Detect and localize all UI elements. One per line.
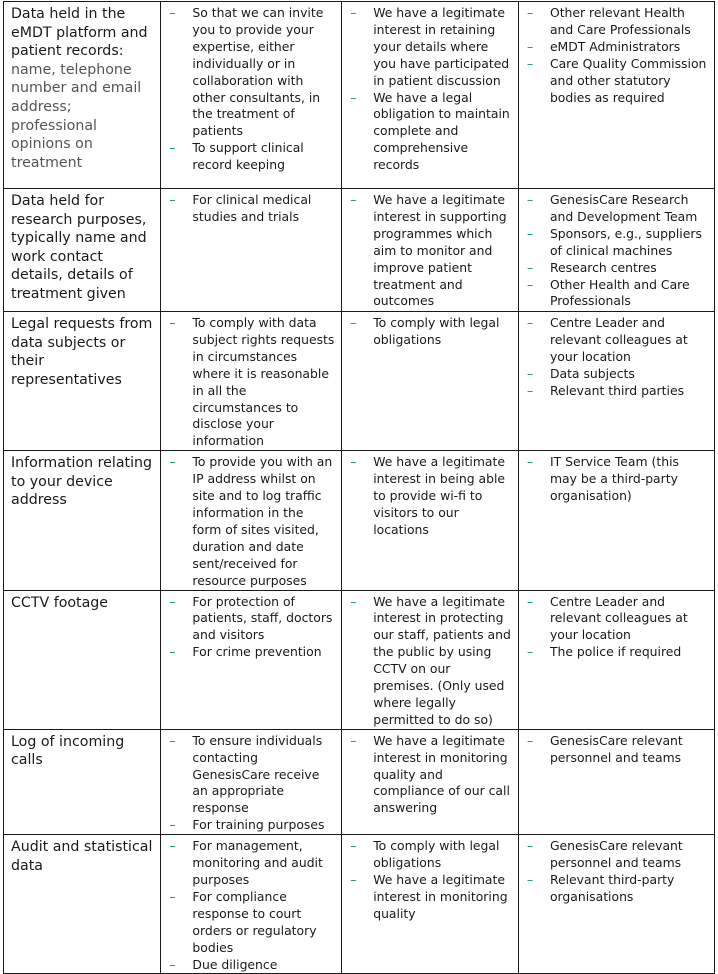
purpose-text: For crime prevention: [192, 644, 322, 660]
legal-basis-text: We have a legitimate interest in retaining your details where you have participated in patient discussion: [373, 5, 510, 88]
purpose-text: To ensure individuals contacting GenesisCare receive an appropriate response: [192, 732, 323, 816]
dash-bullet-icon: –: [526, 5, 534, 20]
table-row: [4, 590, 715, 729]
table-row: [4, 312, 715, 451]
list-item: [526, 56, 708, 107]
legal-basis-list: [349, 838, 512, 923]
recipient-cell: [518, 590, 714, 729]
table-row: [4, 835, 715, 974]
recipient-text: GenesisCare relevant personnel and teams: [549, 732, 683, 765]
list-item: [168, 957, 335, 974]
dash-bullet-icon: –: [169, 315, 176, 330]
dash-bullet-icon: –: [526, 593, 534, 609]
recipient-text: Research centres: [549, 259, 657, 275]
list-item: [168, 192, 335, 226]
recipient-cell: [518, 2, 714, 189]
data-category-text: Data held in the eMDT platform and patient records:: [11, 6, 148, 60]
recipient-text: Relevant third-party organisations: [549, 872, 675, 904]
dash-bullet-icon: –: [526, 276, 534, 292]
list-item: [168, 838, 335, 889]
dash-bullet-icon: –: [350, 454, 357, 470]
list-item: [168, 454, 335, 589]
list-item: [526, 315, 708, 366]
purpose-text: To provide you with an IP address whilst on site and to log traffic information in the form of sites visited, duration and date sent/received for resource purposes: [192, 454, 333, 588]
list-item: [526, 594, 708, 645]
dash-bullet-icon: –: [350, 315, 357, 330]
list-item: [168, 817, 335, 834]
recipient-text: GenesisCare relevant personnel and teams: [549, 838, 683, 871]
dash-bullet-icon: –: [526, 38, 534, 54]
dash-bullet-icon: –: [526, 838, 534, 854]
dash-bullet-icon: –: [169, 644, 176, 660]
recipient-text: Care Quality Commission and other statutory bodies as required: [549, 55, 707, 105]
legal-basis-list: [349, 192, 512, 310]
recipient-text: Centre Leader and relevant colleagues at your location: [549, 315, 688, 364]
recipient-list: [526, 454, 708, 505]
purpose-text: To support clinical record keeping: [192, 140, 304, 173]
purpose-text: For clinical medical studies and trials: [192, 192, 312, 224]
dash-bullet-icon: –: [526, 315, 534, 330]
dash-bullet-icon: –: [350, 872, 357, 887]
purpose-list: [168, 733, 335, 834]
data-processing-table: [3, 1, 715, 974]
list-item: [526, 192, 708, 226]
data-category-text: Legal requests from data subjects or their representatives: [11, 316, 153, 388]
list-item: [526, 226, 708, 260]
purpose-cell: [161, 451, 342, 590]
purpose-text: For protection of patients, staff, doctors and visitors: [192, 593, 333, 643]
recipient-text: Other relevant Health and Care Professionals: [549, 5, 691, 37]
list-item: [526, 5, 708, 39]
list-item: [526, 872, 708, 906]
list-item: [349, 192, 512, 310]
list-item: [168, 644, 335, 661]
purpose-text: To comply with data subject rights requests in circumstances where it is reasonable in all the circumstances to disclose your information: [192, 315, 335, 449]
purpose-list: [168, 838, 335, 973]
data-category-cell: [4, 590, 161, 729]
dash-bullet-icon: –: [350, 5, 357, 20]
dash-bullet-icon: –: [169, 192, 176, 207]
legal-basis-cell: [342, 312, 519, 451]
list-item: [349, 90, 512, 175]
dash-bullet-icon: –: [350, 593, 357, 609]
dash-bullet-icon: –: [526, 382, 534, 398]
table-body: [4, 2, 715, 974]
legal-basis-text: To comply with legal obligations: [373, 315, 500, 347]
data-category-cell: [4, 2, 161, 189]
recipient-list: [526, 5, 708, 106]
dash-bullet-icon: –: [169, 5, 176, 20]
legal-basis-cell: [342, 2, 519, 189]
recipient-text: Centre Leader and relevant colleagues at your location: [549, 593, 688, 643]
dash-bullet-icon: –: [526, 365, 534, 381]
data-category-detail: name, telephone number and email address; professional opinions on treatment: [11, 61, 142, 171]
list-item: [526, 454, 708, 505]
dash-bullet-icon: –: [526, 872, 534, 887]
list-item: [168, 315, 335, 450]
dash-bullet-icon: –: [526, 454, 534, 470]
dash-bullet-icon: –: [526, 259, 534, 275]
list-item: [168, 140, 335, 174]
purpose-text: Due diligence: [192, 956, 278, 972]
dash-bullet-icon: –: [169, 140, 176, 156]
recipient-cell: [518, 451, 714, 590]
legal-basis-list: [349, 454, 512, 539]
table-row: [4, 729, 715, 834]
list-item: [349, 594, 512, 729]
recipient-text: Other Health and Care Professionals: [549, 276, 690, 309]
legal-basis-text: To comply with legal obligations: [373, 838, 500, 871]
data-category-cell: [4, 451, 161, 590]
table-row: [4, 2, 715, 189]
list-item: [168, 5, 335, 140]
legal-basis-text: We have a legitimate interest in supporting programmes which aim to monitor and improve patient treatment and outcomes: [373, 192, 507, 309]
legal-basis-cell: [342, 590, 519, 729]
data-category-text: CCTV footage: [11, 594, 109, 611]
legal-basis-text: We have a legitimate interest in monitoring quality and compliance of our call answering: [373, 732, 510, 816]
recipient-text: Sponsors, e.g., suppliers of clinical machines: [549, 225, 702, 258]
recipient-text: The police if required: [549, 644, 682, 660]
list-item: [526, 277, 708, 311]
legal-basis-list: [349, 594, 512, 729]
recipient-text: Relevant third parties: [549, 382, 685, 398]
list-item: [168, 733, 335, 818]
legal-basis-list: [349, 733, 512, 818]
dash-bullet-icon: –: [350, 732, 357, 748]
recipient-list: [526, 594, 708, 662]
recipient-list: [526, 192, 708, 310]
data-category-text: Data held for research purposes, typically name and work contact details, details of treatment given: [11, 193, 147, 302]
dash-bullet-icon: –: [169, 817, 176, 833]
recipient-list: [526, 838, 708, 906]
recipient-text: IT Service Team (this may be a third-party organisation): [549, 454, 679, 504]
list-item: [526, 733, 708, 767]
list-item: [526, 260, 708, 277]
purpose-text: So that we can invite you to provide your expertise, either individually or in collaboration with other consultants, in the treatment of patients: [192, 5, 324, 139]
dash-bullet-icon: –: [526, 55, 534, 71]
table-row: [4, 451, 715, 590]
legal-basis-list: [349, 5, 512, 174]
list-item: [168, 889, 335, 957]
recipient-text: Data subjects: [549, 365, 635, 381]
dash-bullet-icon: –: [350, 838, 357, 854]
legal-basis-cell: [342, 729, 519, 834]
recipient-cell: [518, 312, 714, 451]
list-item: [349, 872, 512, 923]
dash-bullet-icon: –: [526, 225, 534, 241]
dash-bullet-icon: –: [169, 956, 176, 972]
recipient-text: GenesisCare Research and Development Team: [549, 192, 698, 224]
recipient-text: eMDT Administrators: [549, 38, 681, 54]
list-item: [349, 5, 512, 90]
list-item: [349, 315, 512, 349]
legal-basis-text: We have a legal obligation to maintain complete and comprehensive records: [373, 89, 510, 173]
data-category-cell: [4, 189, 161, 312]
purpose-cell: [161, 2, 342, 189]
purpose-text: For compliance response to court orders or regulatory bodies: [192, 888, 317, 955]
dash-bullet-icon: –: [169, 888, 176, 904]
recipient-cell: [518, 189, 714, 312]
legal-basis-cell: [342, 189, 519, 312]
purpose-text: For management, monitoring and audit purposes: [192, 838, 323, 887]
list-item: [168, 594, 335, 645]
data-category-text: Information relating to your device address: [11, 455, 153, 509]
dash-bullet-icon: –: [526, 732, 534, 748]
list-item: [526, 39, 708, 56]
recipient-cell: [518, 729, 714, 834]
purpose-list: [168, 454, 335, 589]
legal-basis-text: We have a legitimate interest in being able to provide wi-fi to visitors to our locations: [373, 454, 506, 537]
data-category-text: Audit and statistical data: [11, 839, 153, 874]
purpose-cell: [161, 590, 342, 729]
purpose-cell: [161, 189, 342, 312]
recipient-cell: [518, 835, 714, 974]
purpose-list: [168, 594, 335, 662]
dash-bullet-icon: –: [350, 89, 357, 105]
data-category-cell: [4, 729, 161, 834]
purpose-cell: [161, 729, 342, 834]
legal-basis-text: We have a legitimate interest in monitoring quality: [373, 872, 508, 921]
dash-bullet-icon: –: [169, 593, 176, 609]
legal-basis-cell: [342, 451, 519, 590]
dash-bullet-icon: –: [169, 454, 176, 470]
purpose-cell: [161, 835, 342, 974]
purpose-list: [168, 5, 335, 174]
list-item: [526, 383, 708, 400]
list-item: [349, 454, 512, 539]
legal-basis-cell: [342, 835, 519, 974]
dash-bullet-icon: –: [526, 192, 534, 207]
data-category-cell: [4, 312, 161, 451]
table-row: [4, 189, 715, 312]
recipient-list: [526, 733, 708, 767]
dash-bullet-icon: –: [169, 732, 176, 748]
list-item: [526, 644, 708, 661]
data-category-text: Log of incoming calls: [11, 733, 125, 769]
purpose-cell: [161, 312, 342, 451]
recipient-list: [526, 315, 708, 400]
dash-bullet-icon: –: [350, 192, 357, 207]
list-item: [526, 838, 708, 872]
purpose-list: [168, 192, 335, 226]
legal-basis-list: [349, 315, 512, 349]
dash-bullet-icon: –: [169, 838, 176, 854]
list-item: [526, 366, 708, 383]
list-item: [349, 733, 512, 818]
list-item: [349, 838, 512, 872]
legal-basis-text: We have a legitimate interest in protecting our staff, patients and the public by using CCTV on our premises. (Only used where legally permitted to do so): [373, 593, 511, 727]
dash-bullet-icon: –: [526, 644, 534, 660]
data-category-cell: [4, 835, 161, 974]
purpose-list: [168, 315, 335, 450]
purpose-text: For training purposes: [192, 817, 325, 833]
